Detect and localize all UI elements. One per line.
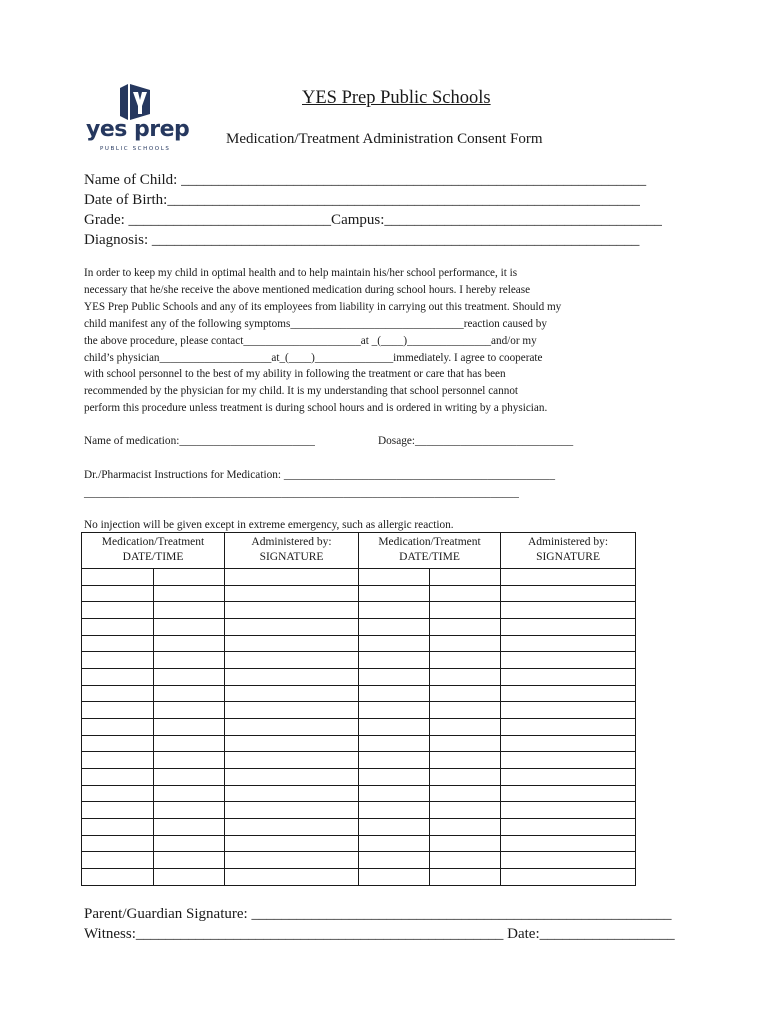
table-cell[interactable]	[501, 785, 636, 802]
table-row	[82, 785, 636, 802]
table-cell[interactable]	[225, 735, 359, 752]
name-of-child-field[interactable]: Name of Child: ______________________________________________________________	[84, 172, 647, 188]
table-cell[interactable]	[501, 852, 636, 869]
table-cell[interactable]	[82, 719, 154, 736]
table-cell[interactable]	[225, 785, 359, 802]
table-cell[interactable]	[225, 852, 359, 869]
table-cell[interactable]	[430, 569, 501, 586]
table-cell[interactable]	[430, 819, 501, 836]
table-cell[interactable]	[225, 819, 359, 836]
table-cell[interactable]	[82, 702, 154, 719]
table-cell[interactable]	[501, 719, 636, 736]
table-cell[interactable]	[154, 752, 225, 769]
table-row	[82, 702, 636, 719]
consent-line[interactable]: child’s physician____________________at_(____)______________immediately. I agree to cooperate	[84, 351, 543, 364]
table-cell[interactable]	[501, 619, 636, 636]
table-cell[interactable]	[359, 785, 430, 802]
table-row	[82, 869, 636, 886]
instructions-field-line2[interactable]: _____________________________________________________________________________	[84, 487, 519, 499]
table-cell[interactable]	[430, 852, 501, 869]
table-cell[interactable]	[430, 702, 501, 719]
table-cell[interactable]	[501, 869, 636, 886]
table-cell[interactable]	[82, 835, 154, 852]
table-cell[interactable]	[430, 785, 501, 802]
table-cell[interactable]	[430, 585, 501, 602]
table-cell[interactable]	[154, 785, 225, 802]
table-cell[interactable]	[359, 585, 430, 602]
table-row	[82, 852, 636, 869]
table-cell[interactable]	[359, 769, 430, 786]
table-cell[interactable]	[501, 669, 636, 686]
table-cell[interactable]	[225, 635, 359, 652]
table-cell[interactable]	[154, 635, 225, 652]
table-cell[interactable]	[359, 802, 430, 819]
table-row	[82, 685, 636, 702]
medication-name-field[interactable]: Name of medication:________________________	[84, 435, 315, 447]
table-cell[interactable]	[359, 619, 430, 636]
table-cell[interactable]	[225, 719, 359, 736]
table-cell[interactable]	[359, 685, 430, 702]
consent-line: YES Prep Public Schools and any of its employees from liability in carrying out this treatment. Should my	[84, 300, 562, 313]
table-cell[interactable]	[359, 652, 430, 669]
table-row	[82, 569, 636, 586]
table-cell[interactable]	[82, 852, 154, 869]
table-cell[interactable]	[82, 685, 154, 702]
table-cell[interactable]	[82, 752, 154, 769]
table-cell[interactable]	[154, 619, 225, 636]
logo-wordmark: yes prep	[86, 117, 190, 142]
table-cell[interactable]	[225, 769, 359, 786]
table-cell[interactable]	[501, 569, 636, 586]
table-row	[82, 719, 636, 736]
injection-note: No injection will be given except in extreme emergency, such as allergic reaction.	[84, 519, 454, 531]
consent-line[interactable]: the above procedure, please contact_____________________at _(____)_______________and/or my	[84, 334, 537, 347]
table-cell[interactable]	[501, 685, 636, 702]
table-row	[82, 669, 636, 686]
table-cell[interactable]	[501, 835, 636, 852]
table-cell[interactable]	[82, 785, 154, 802]
table-cell[interactable]	[430, 752, 501, 769]
table-row	[82, 802, 636, 819]
table-row	[82, 769, 636, 786]
table-cell[interactable]	[501, 735, 636, 752]
table-row	[82, 635, 636, 652]
table-cell[interactable]	[225, 802, 359, 819]
table-cell[interactable]	[501, 602, 636, 619]
table-cell[interactable]	[154, 702, 225, 719]
table-cell[interactable]	[225, 835, 359, 852]
table-cell[interactable]	[501, 585, 636, 602]
header-med-datetime-1: Medication/Treatment DATE/TIME	[82, 533, 225, 569]
table-cell[interactable]	[82, 635, 154, 652]
table-cell[interactable]	[154, 669, 225, 686]
medication-log-table	[81, 532, 636, 886]
table-row	[82, 585, 636, 602]
table-cell[interactable]	[154, 835, 225, 852]
table-cell[interactable]	[82, 769, 154, 786]
consent-line: necessary that he/she receive the above mentioned medication during school hours. I hereby release	[84, 283, 531, 296]
table-cell[interactable]	[430, 652, 501, 669]
instructions-field[interactable]: Dr./Pharmacist Instructions for Medication: ________________________________________________	[84, 469, 555, 481]
header-med-datetime-2: Medication/Treatment DATE/TIME	[359, 533, 501, 569]
page-title: YES Prep Public Schools	[302, 88, 491, 108]
form-subtitle: Medication/Treatment Administration Consent Form	[226, 131, 543, 147]
consent-line: perform this procedure unless treatment is during school hours and is ordered in writing by a physician.	[84, 402, 548, 415]
table-cell[interactable]	[154, 802, 225, 819]
table-row	[82, 835, 636, 852]
table-cell[interactable]	[359, 719, 430, 736]
yes-prep-logo	[86, 84, 190, 158]
table-row	[82, 652, 636, 669]
table-cell[interactable]	[430, 602, 501, 619]
table-cell[interactable]	[501, 769, 636, 786]
table-cell[interactable]	[225, 685, 359, 702]
table-cell[interactable]	[430, 619, 501, 636]
table-cell[interactable]	[430, 835, 501, 852]
table-cell[interactable]	[82, 869, 154, 886]
table-cell[interactable]	[501, 802, 636, 819]
consent-line: In order to keep my child in optimal health and to help maintain his/her school performance, it is	[84, 267, 518, 279]
table-cell[interactable]	[501, 752, 636, 769]
table-cell[interactable]	[501, 635, 636, 652]
table-cell[interactable]	[82, 619, 154, 636]
diagnosis-field[interactable]: Diagnosis: _________________________________________________________________	[84, 232, 640, 248]
logo-subtext: PUBLIC SCHOOLS	[100, 146, 171, 152]
table-cell[interactable]	[430, 685, 501, 702]
table-cell[interactable]	[82, 819, 154, 836]
table-cell[interactable]	[359, 669, 430, 686]
table-cell[interactable]	[82, 569, 154, 586]
table-cell[interactable]	[430, 769, 501, 786]
table-cell[interactable]	[154, 769, 225, 786]
table-cell[interactable]	[225, 619, 359, 636]
table-cell[interactable]	[225, 869, 359, 886]
consent-line: recommended by the physician for my child. It is my understanding that school personnel cannot	[84, 385, 519, 398]
table-cell[interactable]	[154, 652, 225, 669]
table-cell[interactable]	[359, 819, 430, 836]
table-cell[interactable]	[225, 602, 359, 619]
consent-line: with school personnel to the best of my ability in following the treatment or care that has been	[84, 368, 506, 381]
table-cell[interactable]	[430, 735, 501, 752]
table-row	[82, 752, 636, 769]
table-cell[interactable]	[82, 585, 154, 602]
table-cell[interactable]	[154, 602, 225, 619]
table-cell[interactable]	[430, 869, 501, 886]
table-cell[interactable]	[82, 669, 154, 686]
table-cell[interactable]	[154, 819, 225, 836]
table-cell[interactable]	[225, 752, 359, 769]
table-cell[interactable]	[154, 869, 225, 886]
table-cell[interactable]	[154, 685, 225, 702]
table-cell[interactable]	[154, 569, 225, 586]
table-cell[interactable]	[225, 585, 359, 602]
table-cell[interactable]	[501, 652, 636, 669]
table-cell[interactable]	[359, 569, 430, 586]
parent-signature-field[interactable]: Parent/Guardian Signature: ________________________________________________________	[84, 906, 672, 922]
table-cell[interactable]	[430, 669, 501, 686]
header-administered-2: Administered by: SIGNATURE	[501, 533, 636, 569]
table-cell[interactable]	[359, 869, 430, 886]
table-cell[interactable]	[430, 802, 501, 819]
table-row	[82, 602, 636, 619]
table-cell[interactable]	[225, 569, 359, 586]
table-cell[interactable]	[154, 719, 225, 736]
grade-campus-field[interactable]: Grade: ___________________________Campus:_____________________________________	[84, 212, 662, 228]
table-cell[interactable]	[359, 735, 430, 752]
table-cell[interactable]	[501, 702, 636, 719]
table-cell[interactable]	[501, 819, 636, 836]
table-cell[interactable]	[359, 852, 430, 869]
table-cell[interactable]	[82, 802, 154, 819]
consent-paragraph	[84, 265, 614, 417]
table-cell[interactable]	[82, 735, 154, 752]
table-cell[interactable]	[359, 602, 430, 619]
table-body	[82, 569, 636, 886]
table-cell[interactable]	[154, 735, 225, 752]
table-cell[interactable]	[225, 669, 359, 686]
table-cell[interactable]	[359, 702, 430, 719]
table-row	[82, 619, 636, 636]
table-cell[interactable]	[359, 635, 430, 652]
yes-prep-y-mark-icon	[118, 84, 152, 120]
table-cell[interactable]	[225, 652, 359, 669]
table-cell[interactable]	[430, 719, 501, 736]
table-row	[82, 735, 636, 752]
table-cell[interactable]	[430, 635, 501, 652]
table-cell[interactable]	[225, 702, 359, 719]
table-cell[interactable]	[359, 752, 430, 769]
witness-date-field[interactable]: Witness:_________________________________________________ Date:__________________	[84, 926, 675, 942]
date-of-birth-field[interactable]: Date of Birth:_______________________________________________________________	[84, 192, 640, 208]
table-cell[interactable]	[154, 852, 225, 869]
table-cell[interactable]	[154, 585, 225, 602]
table-cell[interactable]	[82, 652, 154, 669]
table-row	[82, 819, 636, 836]
table-cell[interactable]	[359, 835, 430, 852]
consent-line[interactable]: child manifest any of the following symptoms_______________________________reaction caused by	[84, 317, 547, 330]
table-header-row	[82, 533, 636, 569]
table-cell[interactable]	[82, 602, 154, 619]
dosage-field[interactable]: Dosage:____________________________	[378, 435, 574, 447]
header-administered-1: Administered by: SIGNATURE	[225, 533, 359, 569]
